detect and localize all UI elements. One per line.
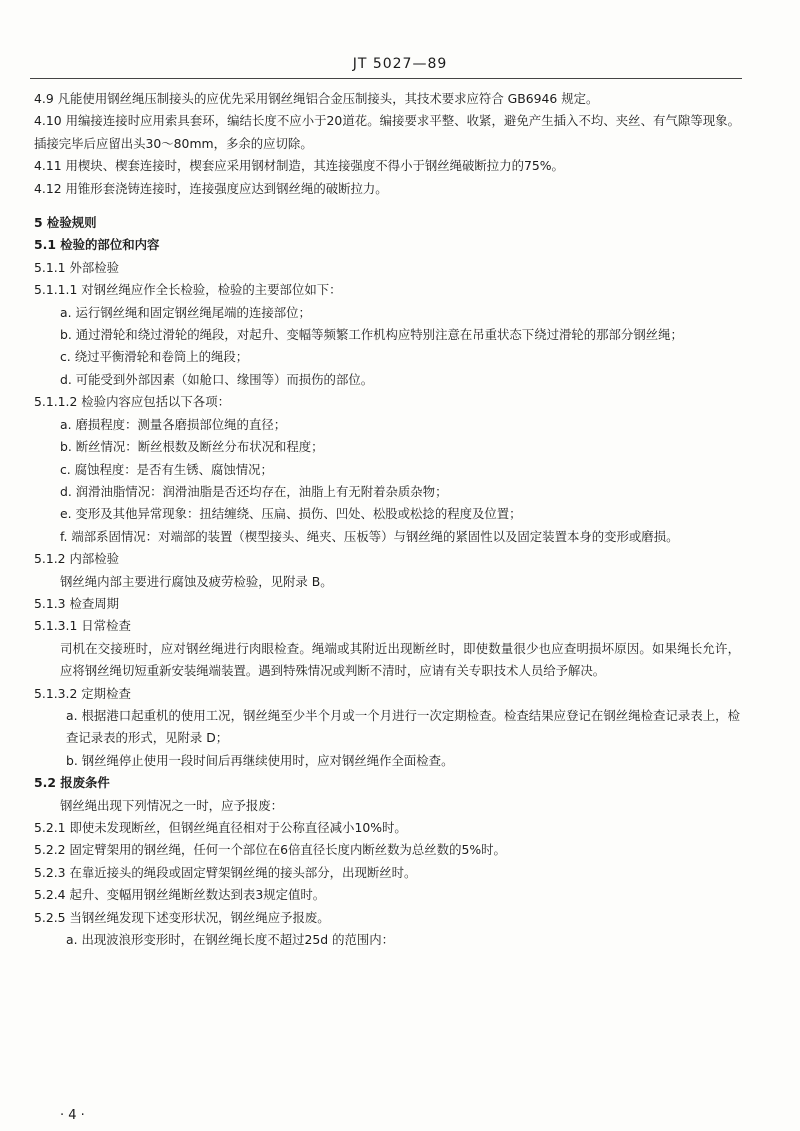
paragraph: 4.9 凡能使用钢丝绳压制接头的应优先采用钢丝绳铝合金压制接头，其技术要求应符合 GB6946 规定。 bbox=[34, 91, 599, 106]
paragraph: 5.2.2 固定臂架用的钢丝绳，任何一个部位在6倍直径长度内断丝数为总丝数的5%时。 bbox=[34, 842, 506, 858]
paragraph: 5.1.1.2 检验内容应包括以下各项： bbox=[34, 394, 230, 410]
document-body bbox=[34, 88, 740, 951]
paragraph: 钢丝绳内部主要进行腐蚀及疲劳检验，见附录 B。 bbox=[60, 573, 333, 589]
paragraph: 5.1.3.2 定期检查 bbox=[34, 685, 131, 701]
paragraph: d. 润滑油脂情况：润滑油脂是否还均存在，油脂上有无附着杂质杂物； bbox=[60, 483, 448, 499]
paragraph: a. 出现波浪形变形时，在钢丝绳长度不超过25d 的范围内： bbox=[66, 932, 395, 948]
paragraph: 4.11 用楔块、楔套连接时，楔套应采用钢材制造，其连接强度不得小于钢丝绳破断拉力的75%。 bbox=[34, 158, 564, 174]
paragraph: b. 钢丝绳停止使用一段时间后再继续使用时，应对钢丝绳作全面检查。 bbox=[66, 752, 454, 768]
paragraph: a. 磨损程度：测量各磨损部位绳的直径； bbox=[60, 416, 287, 432]
paragraph: d. 可能受到外部因素（如舱口、缘围等）而损伤的部位。 bbox=[60, 371, 374, 387]
section-heading: 5.2 报废条件 bbox=[34, 775, 110, 791]
paragraph: 司机在交接班时，应对钢丝绳进行肉眼检查。绳端或其附近出现断丝时，即使数量很少也应查明损坏原因。如果绳长允许，应将钢丝绳切短重新安装绳端装置。遇到特殊情况或判断不清时，应请有关专职技术人员给予解决。 bbox=[60, 640, 740, 679]
paragraph: b. 断丝情况：断丝根数及断丝分布状况和程度； bbox=[60, 439, 324, 455]
page-number: · 4 · bbox=[60, 1108, 85, 1123]
paragraph: 5.1.2 内部检验 bbox=[34, 551, 120, 567]
paragraph: 钢丝绳出现下列情况之一时，应予报废： bbox=[60, 797, 284, 813]
paragraph: 5.1.3.1 日常检查 bbox=[34, 618, 131, 634]
header-rule bbox=[30, 78, 742, 79]
section-heading: 5.1 检验的部位和内容 bbox=[34, 237, 160, 253]
paragraph: 5.1.1 外部检验 bbox=[34, 259, 120, 275]
paragraph: c. 腐蚀程度：是否有生锈、腐蚀情况； bbox=[60, 461, 273, 477]
paragraph: 5.1.3 检查周期 bbox=[34, 595, 120, 611]
paragraph: e. 变形及其他异常现象：扭结缠绕、压扁、损伤、凹处、松股或松捻的程度及位置； bbox=[60, 506, 522, 522]
paragraph: b. 通过滑轮和绕过滑轮的绳段，对起升、变幅等频繁工作机构应特别注意在吊重状态下绕过滑轮的那部分钢丝绳； bbox=[60, 327, 683, 343]
paragraph: 5.2.3 在靠近接头的绳段或固定臂架钢丝绳的接头部分，出现断丝时。 bbox=[34, 864, 417, 880]
paragraph: a. 根据港口起重机的使用工况，钢丝绳至少半个月或一个月进行一次定期检查。检查结果应登记在钢丝绳检查记录表上，检查记录表的形式，见附录 D； bbox=[66, 707, 740, 746]
standard-code-header: JT 5027—89 bbox=[352, 56, 448, 72]
paragraph: 5.2.4 起升、变幅用钢丝绳断丝数达到表3规定值时。 bbox=[34, 887, 326, 903]
paragraph: 5.2.1 即使未发现断丝，但钢丝绳直径相对于公称直径减小10%时。 bbox=[34, 820, 407, 835]
paragraph: a. 运行钢丝绳和固定钢丝绳尾端的连接部位； bbox=[60, 304, 311, 320]
paragraph: 5.1.1.1 对钢丝绳应作全长检验，检验的主要部位如下： bbox=[34, 282, 342, 298]
paragraph: 5.2.5 当钢丝绳发现下述变形状况，钢丝绳应予报废。 bbox=[34, 909, 330, 925]
paragraph: c. 绕过平衡滑轮和卷筒上的绳段； bbox=[60, 349, 249, 365]
paragraph: 4.10 用编接连接时应用索具套环，编结长度不应小于20道花。编接要求平整、收紧，避免产生插入不均、夹丝、有气隙等现象。插接完毕后应留出头30～80mm，多余的应切除。 bbox=[34, 113, 740, 151]
section-heading: 5 检验规则 bbox=[34, 215, 97, 231]
paragraph: f. 端部系固情况：对端部的装置（楔型接头、绳夹、压板等）与钢丝绳的紧固性以及固定装置本身的变形或磨损。 bbox=[60, 528, 679, 544]
paragraph: 4.12 用锥形套浇铸连接时，连接强度应达到钢丝绳的破断拉力。 bbox=[34, 180, 388, 196]
